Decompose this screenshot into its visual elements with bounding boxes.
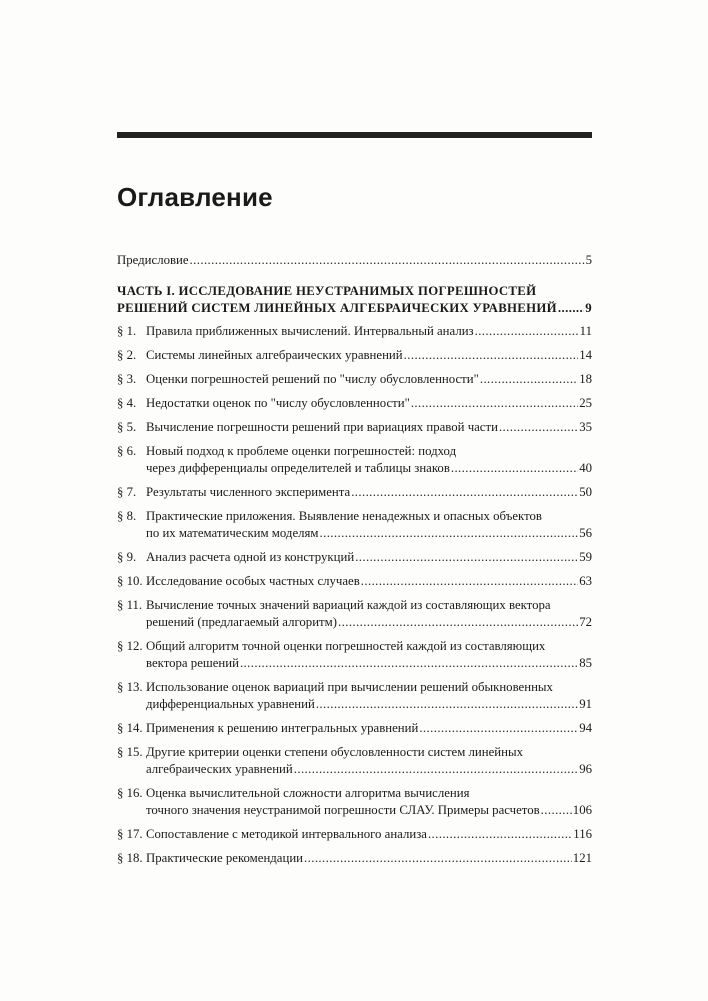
section-number: § 13. [117, 680, 143, 694]
section-number: § 5. [117, 420, 137, 434]
section-title-line: Использование оценок вариаций при вычислении решений обыкновенных [146, 680, 553, 694]
section-number: § 11. [117, 598, 143, 612]
toc-entry-section[interactable] [117, 826, 592, 843]
leader-dots [499, 419, 578, 436]
leader-dots [338, 614, 578, 631]
toc-page-number: 116 [573, 827, 592, 841]
section-title-line: Правила приближенных вычислений. Интервальный анализ [146, 324, 474, 338]
toc-page-number: 14 [579, 348, 592, 362]
toc-page-number: 91 [579, 697, 592, 711]
toc-entry-section[interactable] [117, 850, 592, 867]
toc-entry-section[interactable] [117, 347, 592, 364]
table-of-contents [117, 252, 592, 874]
leader-dots [240, 655, 578, 672]
section-title-line: Сопоставление с методикой интервального анализа [146, 827, 427, 841]
toc-entry-section[interactable] [117, 371, 592, 388]
section-number: § 3. [117, 372, 137, 386]
toc-page-number: 59 [579, 550, 592, 564]
section-title-line: Результаты численного эксперимента [146, 485, 351, 499]
toc-entry-section[interactable] [117, 744, 592, 778]
part-heading-line-1: ЧАСТЬ I. ИССЛЕДОВАНИЕ НЕУСТРАНИМЫХ ПОГРЕШНОСТЕЙ [117, 284, 537, 298]
section-number: § 12. [117, 639, 143, 653]
leader-dots [361, 573, 578, 590]
leader-dots [294, 761, 578, 778]
leader-dots [451, 460, 578, 477]
section-number: § 15. [117, 745, 143, 759]
toc-page-number: 35 [579, 420, 592, 434]
section-title-line: Практические рекомендации [146, 851, 304, 865]
toc-page-number: 18 [579, 372, 592, 386]
toc-page-number: 85 [579, 656, 592, 670]
leader-dots [190, 252, 585, 269]
section-title-line: Исследование особых частных случаев [146, 574, 360, 588]
toc-entry-section[interactable] [117, 785, 592, 819]
section-title-line: Применения к решению интегральных уравнений [146, 721, 419, 735]
section-number: § 9. [117, 550, 137, 564]
section-title-line: Практические приложения. Выявление ненадежных и опасных объектов [146, 509, 542, 523]
section-number: § 18. [117, 851, 143, 865]
section-number: § 4. [117, 396, 137, 410]
toc-entry-section[interactable] [117, 484, 592, 501]
toc-page-number: 25 [579, 396, 592, 410]
leader-dots [404, 347, 579, 364]
toc-entry-section[interactable] [117, 549, 592, 566]
section-title-line: Новый подход к проблеме оценки погрешностей: подход [146, 444, 457, 458]
toc-page-number: 94 [579, 721, 592, 735]
toc-entry-section[interactable] [117, 443, 592, 477]
toc-entry-section[interactable] [117, 679, 592, 713]
top-rule [117, 132, 592, 138]
leader-dots [480, 371, 578, 388]
toc-page-number: 63 [579, 574, 592, 588]
leader-dots [419, 720, 578, 737]
toc-entry-section[interactable] [117, 395, 592, 412]
toc-page-number: 72 [579, 615, 592, 629]
section-number: § 8. [117, 509, 137, 523]
section-number: § 1. [117, 324, 137, 338]
toc-page-number: 56 [579, 526, 592, 540]
toc-page-number: 11 [579, 324, 592, 338]
section-number: § 14. [117, 721, 143, 735]
section-number: § 2. [117, 348, 137, 362]
toc-entry-section[interactable] [117, 323, 592, 340]
leader-dots [351, 484, 578, 501]
toc-page-number: 121 [572, 851, 592, 865]
toc-entry-section[interactable] [117, 720, 592, 737]
section-title-line: Анализ расчета одной из конструкций [146, 550, 355, 564]
toc-entry-preface[interactable] [117, 252, 592, 269]
leader-dots [541, 802, 572, 819]
toc-page-number: 50 [579, 485, 592, 499]
toc-entry-section[interactable] [117, 638, 592, 672]
leader-dots [411, 395, 578, 412]
section-number: § 6. [117, 444, 137, 458]
section-title-line: Другие критерии оценки степени обусловленности систем линейных [146, 745, 523, 759]
section-title-line: Оценки погрешностей решений по "числу обусловленности" [146, 372, 479, 386]
page-title: Оглавление [117, 182, 273, 212]
leader-dots [355, 549, 578, 566]
section-title-line: точного значения неустранимой погрешности СЛАУ. Примеры расчетов [146, 803, 540, 817]
toc-entry-section[interactable] [117, 597, 592, 631]
leader-dots [304, 850, 572, 867]
toc-page-number: 5 [585, 253, 592, 267]
section-title-line: по их математическим моделям [146, 526, 319, 540]
leader-dots [320, 525, 579, 542]
leader-dots [428, 826, 572, 843]
section-title-line: решений (предлагаемый алгоритм) [146, 615, 338, 629]
leader-dots [475, 323, 579, 340]
section-number: § 10. [117, 574, 143, 588]
section-title-line: Общий алгоритм точной оценки погрешностей каждой из составляющих [146, 639, 546, 653]
section-title-line: вектора решений [146, 656, 239, 670]
section-title-line: Оценка вычислительной сложности алгоритма вычисления [146, 786, 470, 800]
section-title-line: Недостатки оценок по "числу обусловленности" [146, 396, 410, 410]
toc-entry-part-1[interactable] [117, 283, 592, 317]
section-number: § 17. [117, 827, 143, 841]
leader-dots [316, 696, 578, 713]
toc-entry-text: Предисловие [117, 253, 189, 267]
section-title-line: алгебраических уравнений [146, 762, 293, 776]
toc-page-number: 96 [579, 762, 592, 776]
toc-entry-section[interactable] [117, 508, 592, 542]
section-title-line: Вычисление точных значений вариаций каждой из составляющих вектора [146, 598, 551, 612]
leader-dots [558, 300, 584, 317]
section-title-line: Системы линейных алгебраических уравнений [146, 348, 403, 362]
part-heading-line-2: РЕШЕНИЙ СИСТЕМ ЛИНЕЙНЫХ АЛГЕБРАИЧЕСКИХ УРАВНЕНИЙ [117, 301, 557, 315]
section-title-line: через дифференциалы определителей и таблицы знаков [146, 461, 450, 475]
toc-page-number: 9 [585, 301, 592, 315]
toc-page-number: 106 [572, 803, 592, 817]
toc-entry-section[interactable] [117, 419, 592, 436]
section-number: § 7. [117, 485, 137, 499]
toc-entry-section[interactable] [117, 573, 592, 590]
section-title-line: дифференциальных уравнений [146, 697, 315, 711]
toc-page-number: 40 [579, 461, 592, 475]
section-title-line: Вычисление погрешности решений при вариациях правой части [146, 420, 498, 434]
section-number: § 16. [117, 786, 143, 800]
